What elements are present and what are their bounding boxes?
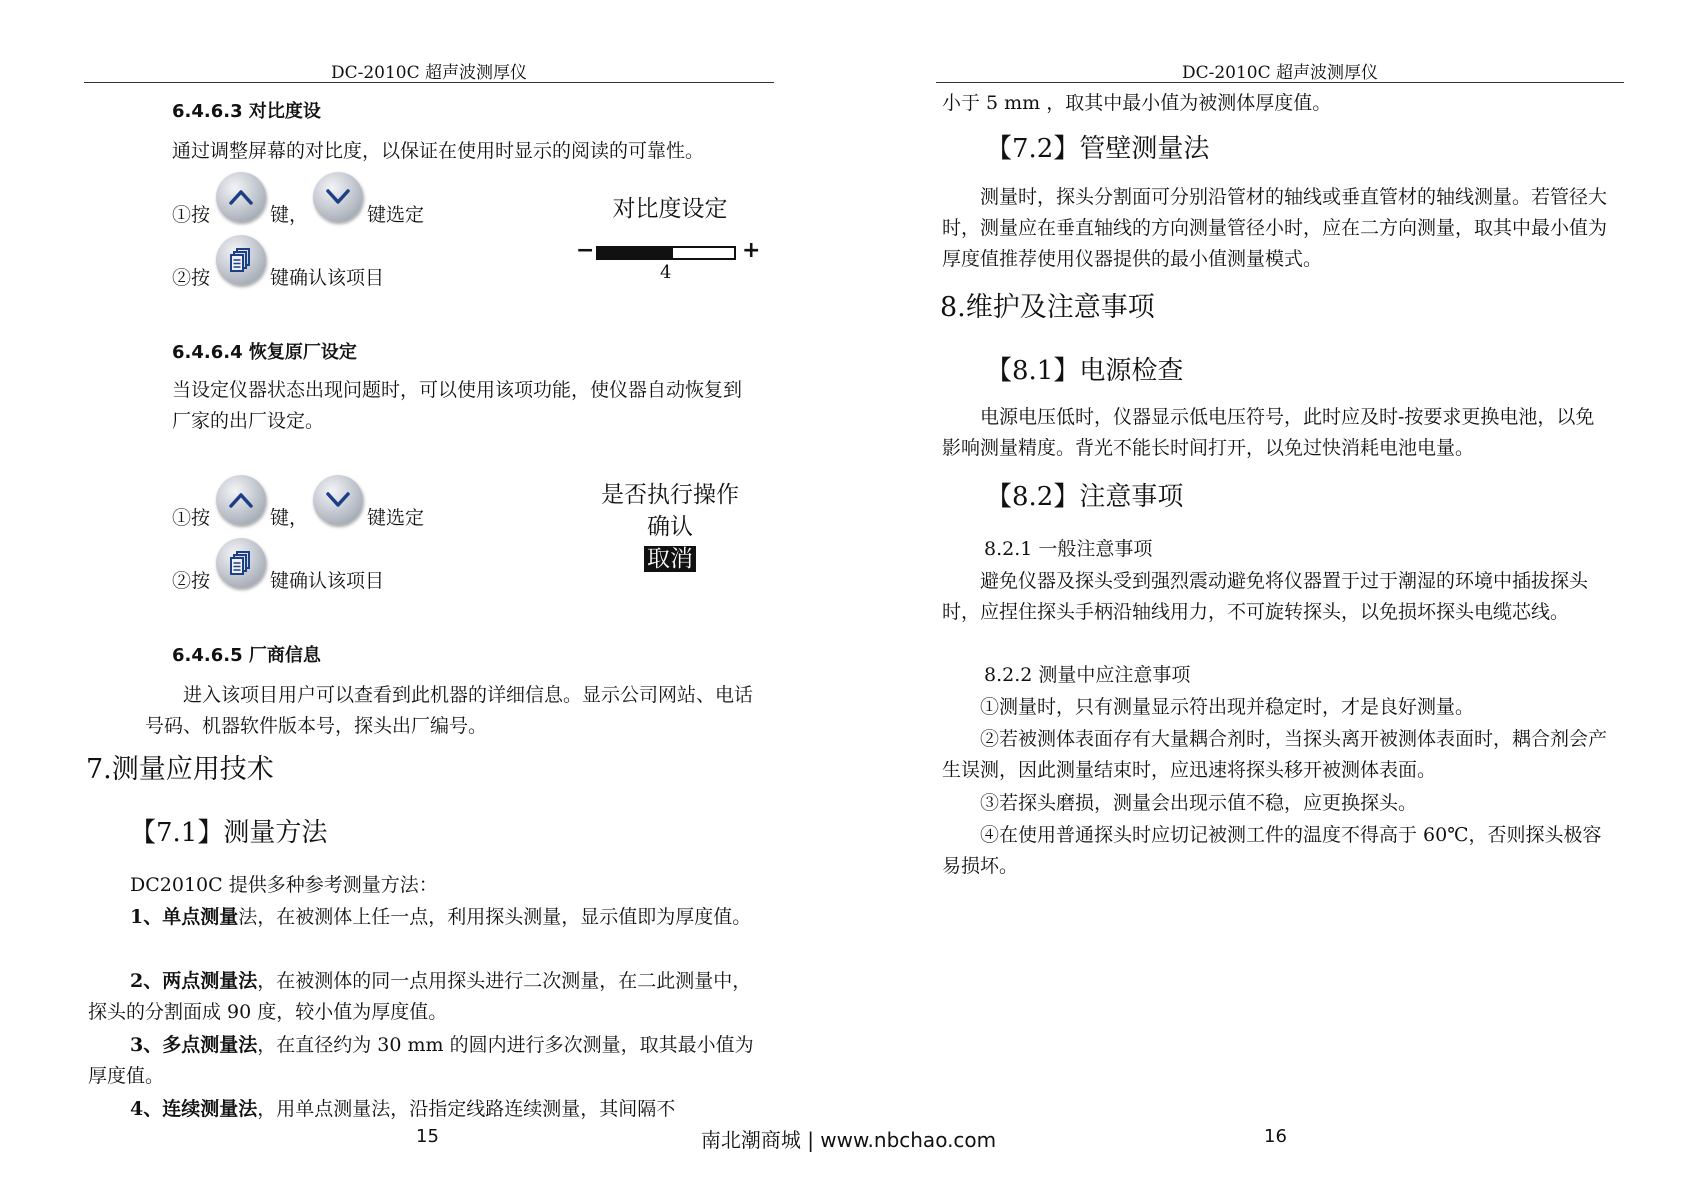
section-6464-desc: 当设定仪器状态出现问题时，可以使用该项功能，使仪器自动恢复到厂家的出厂设定。 — [172, 379, 743, 432]
enter-key-button[interactable] — [216, 235, 266, 285]
contrast-slider-fill — [598, 248, 673, 258]
contrast-screen-title: 对比度设定 — [612, 196, 728, 222]
method-1-text: 法，在被测体上任一点，利用探头测量，显示值即为厚度值。 — [238, 906, 752, 928]
page-number-right: 16 — [1264, 1126, 1287, 1147]
reset-down-key-button[interactable] — [313, 475, 363, 525]
method-1-name: 1、单点测量 — [130, 906, 239, 928]
section-821-title: 8.2.1 一般注意事项 — [984, 538, 1153, 560]
section-6463-desc: 通过调整屏幕的对比度，以保证在使用时显示的阅读的可靠性。 — [172, 140, 705, 162]
step2-suffix: 键确认该项目 — [270, 267, 385, 289]
reset-enter-key-button[interactable] — [216, 538, 266, 588]
document-stack-icon — [229, 247, 253, 273]
reset-step1-mid: 键， — [270, 507, 309, 529]
section-6464-title: 6.4.6.4 恢复原厂设定 — [172, 342, 357, 363]
page-number-left: 15 — [416, 1126, 439, 1147]
note-1: ①测量时，只有测量显示符出现并稳定时，才是良好测量。 — [980, 696, 1475, 718]
step1-suffix: 键选定 — [367, 204, 425, 226]
step1-mid: 键， — [270, 204, 309, 226]
right-page — [848, 0, 1697, 1200]
section-71-intro: DC2010C 提供多种参考测量方法： — [130, 874, 438, 896]
reset-screen-cancel-wrap — [586, 540, 754, 573]
document-stack-icon — [229, 550, 253, 576]
note-4: ④在使用普通探头时应切记被测工件的温度不得高于 60℃，否则探头极容易损坏。 — [942, 824, 1602, 877]
reset-up-key-button[interactable] — [216, 475, 266, 525]
method-3-name: 3、多点测量法 — [130, 1034, 258, 1056]
section-72-text: 测量时，探头分割面可分别沿管材的轴线或垂直管材的轴线测量。若管径大时，测量应在垂直轴线的方向测量管径小时，应在二方向测量，取其中最小值为厚度值推荐使用仪器提供的最小值测量模式。 — [942, 186, 1608, 270]
section-82-title: 【8.2】注意事项 — [986, 482, 1184, 512]
note-3: ③若探头磨损，测量会出现示值不稳，应更换探头。 — [980, 792, 1418, 814]
section-81-text: 电源电压低时，仪器显示低电压符号，此时应及时-按要求更换电池，以免影响测量精度。背光不能长时间打开，以免过快消耗电池电量。 — [942, 406, 1595, 459]
section-6463-title: 6.4.6.3 对比度设 — [172, 101, 321, 122]
page-header-rule — [84, 82, 774, 83]
section-71-title: 【7.1】测量方法 — [130, 818, 328, 848]
section-6465-title: 6.4.6.5 厂商信息 — [172, 645, 321, 666]
page-header-rule — [936, 82, 1624, 83]
chevron-up-icon — [228, 491, 254, 509]
step2-prefix: ②按 — [172, 267, 211, 289]
section-6465-desc: 进入该项目用户可以查看到此机器的详细信息。显示公司网站、电话号码、机器软件版本号，探头出厂编号。 — [145, 684, 754, 737]
chapter-8-title: 8.维护及注意事项 — [940, 292, 1155, 323]
method-1 — [88, 902, 768, 933]
reset-screen-line1: 是否执行操作 — [601, 482, 739, 508]
method-4-text: ，用单点测量法，沿指定线路连续测量，其间隔不 — [257, 1098, 676, 1120]
section-821-text: 避免仪器及探头受到强烈震动避免将仪器置于过于潮湿的环境中插拔探头时，应捏住探头手柄沿轴线用力，不可旋转探头，以免损坏探头电缆芯线。 — [942, 570, 1589, 623]
page-header-title: DC-2010C 超声波测厚仪 — [330, 63, 528, 83]
contrast-minus-label: − — [576, 238, 595, 263]
chevron-up-icon — [228, 188, 254, 206]
method-3 — [88, 1030, 768, 1092]
section-81-title: 【8.1】电源检查 — [986, 356, 1184, 386]
section-822-title: 8.2.2 测量中应注意事项 — [984, 664, 1191, 686]
reset-screen-cancel[interactable]: 取消 — [644, 546, 696, 572]
contrast-plus-label: + — [742, 238, 761, 263]
page-header-title: DC-2010C 超声波测厚仪 — [1181, 63, 1379, 83]
reset-screen-confirm[interactable]: 确认 — [647, 514, 693, 540]
reset-step1-prefix: ①按 — [172, 507, 211, 529]
chevron-down-icon — [325, 491, 351, 509]
section-72-title: 【7.2】管壁测量法 — [986, 134, 1210, 164]
chevron-down-icon — [325, 188, 351, 206]
left-page — [0, 0, 848, 1200]
reset-step2-prefix: ②按 — [172, 570, 211, 592]
continued-text: 小于 5 mm ，取其中最小值为被测体厚度值。 — [942, 92, 1332, 114]
method-4-name: 4、连续测量法 — [130, 1098, 258, 1120]
method-3-text: ，在直径约为 30 mm 的圆内进行多次测量，取其最小值为厚度值。 — [88, 1034, 754, 1087]
chapter-7-title: 7.测量应用技术 — [86, 754, 274, 785]
method-2-text: ，在被测体的同一点用探头进行二次测量，在二此测量中，探头的分割面成 90 度，较小值为厚度值。 — [88, 970, 752, 1023]
contrast-value: 4 — [660, 262, 672, 283]
up-key-button[interactable] — [216, 172, 266, 222]
step1-prefix: ①按 — [172, 204, 211, 226]
contrast-slider[interactable] — [596, 246, 736, 260]
reset-step1-suffix: 键选定 — [367, 507, 425, 529]
site-watermark: 南北潮商城 | www.nbchao.com — [700, 1128, 997, 1152]
method-4 — [88, 1094, 768, 1125]
method-2 — [88, 966, 768, 1028]
reset-step2-suffix: 键确认该项目 — [270, 570, 385, 592]
down-key-button[interactable] — [313, 172, 363, 222]
method-2-name: 2、两点测量法 — [130, 970, 258, 992]
note-2: ②若被测体表面存有大量耦合剂时，当探头离开被测体表面时，耦合剂会产生误测，因此测量结束时，应迅速将探头移开被测体表面。 — [942, 728, 1608, 781]
